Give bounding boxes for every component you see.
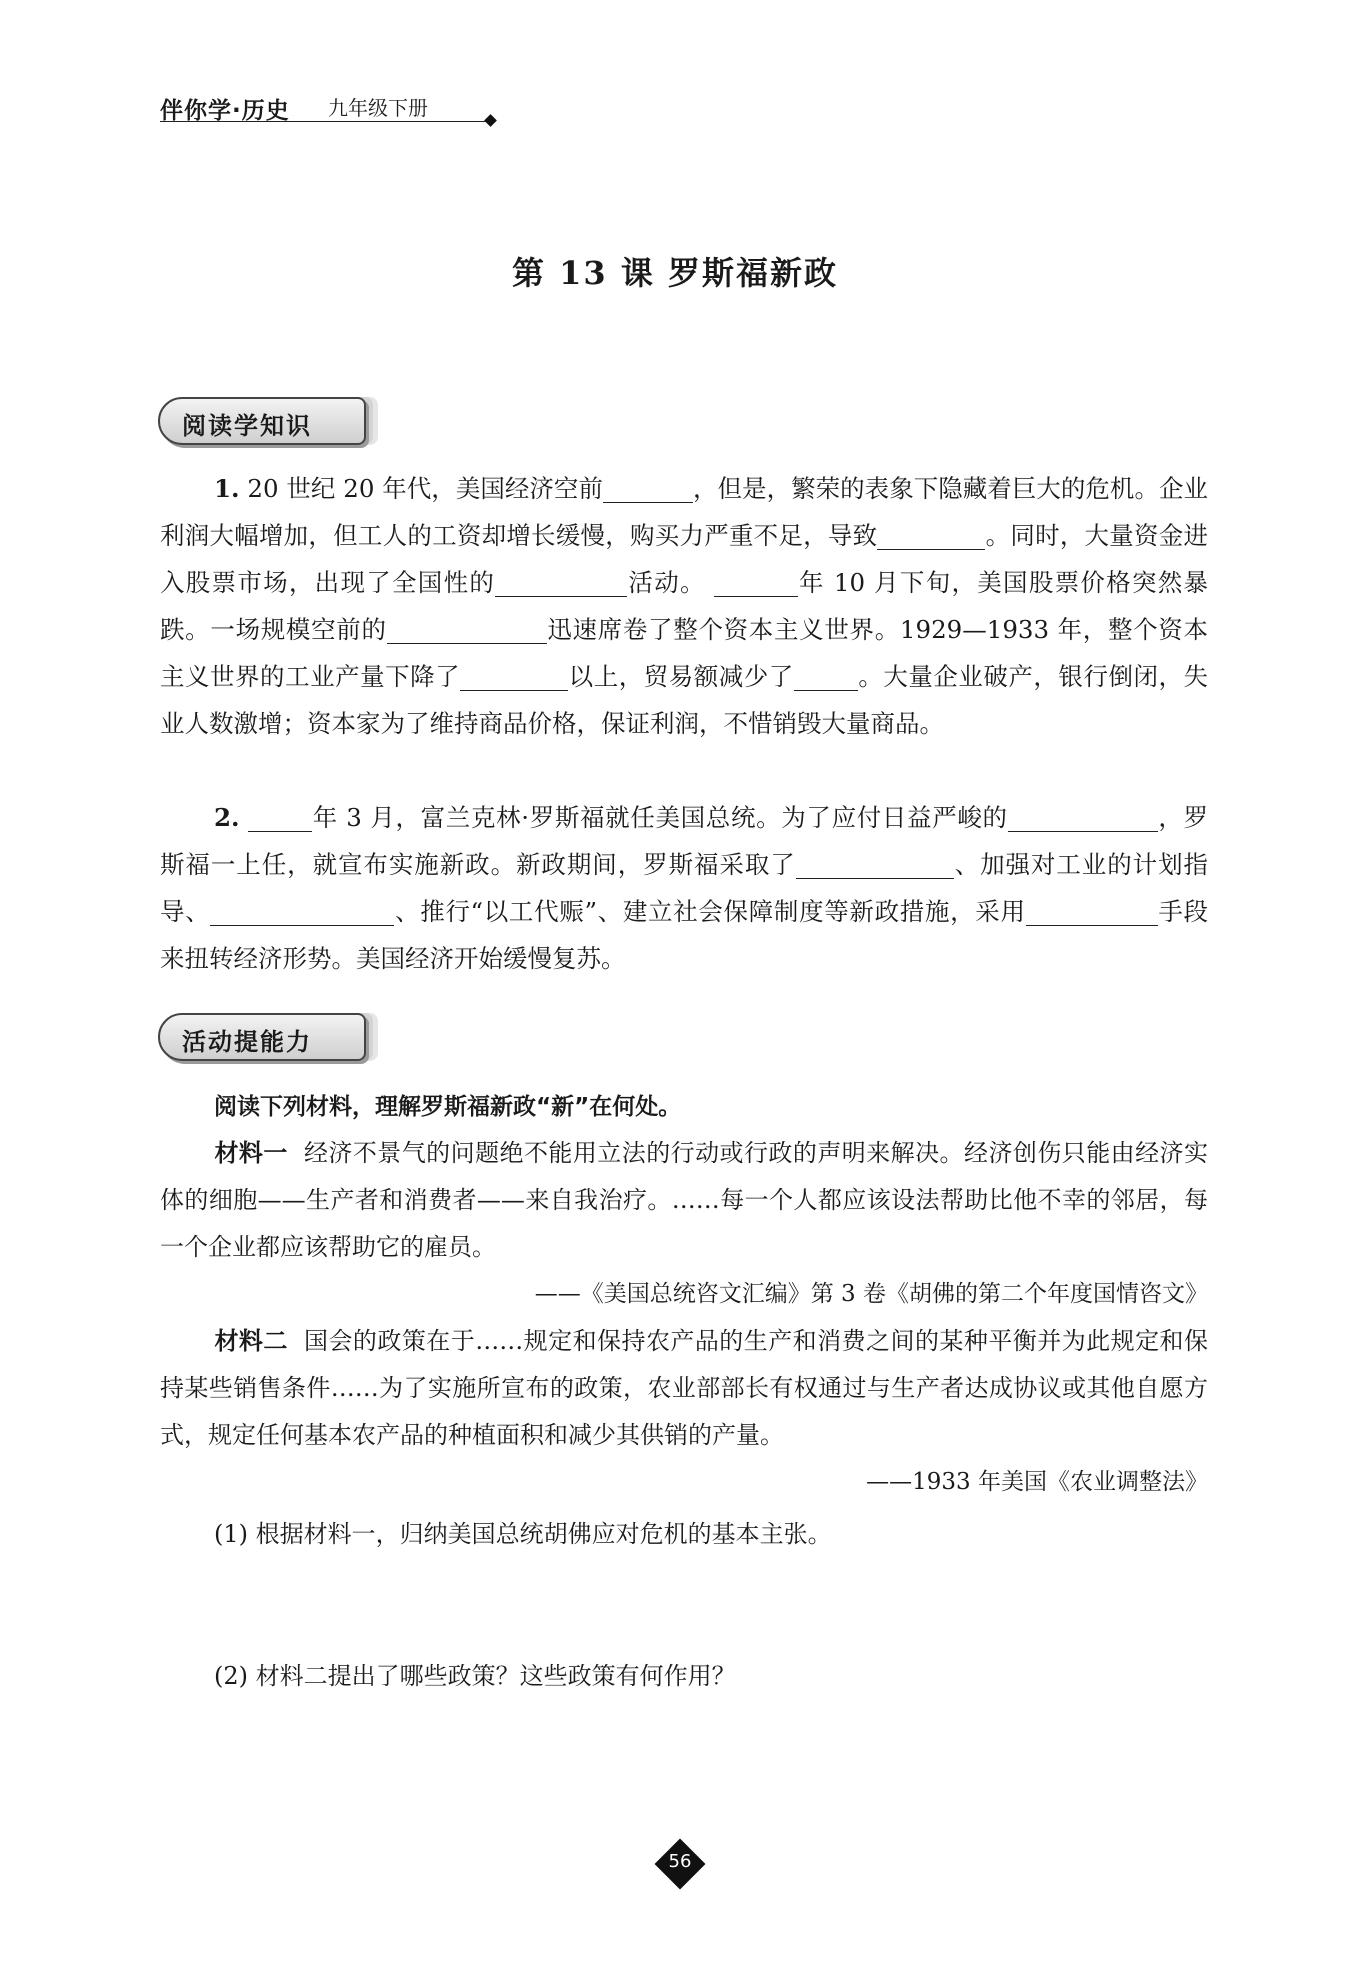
question-text: 迅速席卷了整个资本主义世界。1929—1933 年，整个资本主义世界的工业产量下降了 — [160, 615, 1208, 691]
section-tab-activity — [158, 1013, 366, 1061]
answer-blank[interactable] — [603, 475, 693, 503]
page-number-badge — [654, 1838, 706, 1890]
answer-blank[interactable] — [387, 616, 547, 644]
material-label: 材料二 — [214, 1327, 288, 1355]
answer-blank[interactable] — [1026, 898, 1158, 926]
running-header — [160, 88, 500, 128]
grade-label: 九年级下册 — [328, 96, 428, 120]
book-title: 伴你学·历史 — [160, 98, 290, 124]
answer-blank[interactable] — [714, 569, 798, 597]
material-1 — [160, 1130, 1208, 1271]
question-text: 以上，贸易额减少了 — [568, 662, 794, 691]
material-text: 经济不景气的问题绝不能用立法的行动或行政的声明来解决。经济创伤只能由经济实体的细胞——生产者和消费者——来自我治疗。……每一个人都应该设法帮助比他不幸的邻居，每一个企业都应该帮助它的雇员。 — [160, 1139, 1209, 1261]
question-1 — [160, 465, 1208, 747]
material-source: ——《美国总统咨文汇编》第 3 卷《胡佛的第二个年度国情咨文》 — [534, 1281, 1208, 1307]
answer-blank[interactable] — [495, 569, 627, 597]
question-text: 年 3 月，富兰克林·罗斯福就任美国总统。为了应付日益严峻的 — [312, 803, 1008, 832]
question-text: 、加强对工业的计划指导、 — [160, 850, 1209, 926]
material-text: 国会的政策在于……规定和保持农产品的生产和消费之间的某种平衡并为此规定和保持某些销售条件……为了实施所宣布的政策，农业部部长有权通过与生产者达成协议或其他自愿方式，规定任何基本农产品的种植面积和减少其供销的产量。 — [160, 1327, 1208, 1449]
page-number: 56 — [668, 1851, 692, 1872]
sub-question-1: (1) 根据材料一，归纳美国总统胡佛应对危机的基本主张。 — [214, 1520, 832, 1548]
material-label: 材料一 — [214, 1139, 288, 1167]
lesson-title: 第 13 课 罗斯福新政 — [512, 254, 838, 292]
answer-blank[interactable] — [1008, 804, 1158, 832]
question-text: 手段来扭转经济形势。美国经济开始缓慢复苏。 — [160, 897, 1209, 973]
question-text: ，罗斯福一上任，就宣布实施新政。新政期间，罗斯福采取了 — [160, 803, 1209, 879]
material-2 — [160, 1318, 1208, 1459]
instruction: 阅读下列材料，理解罗斯福新政“新”在何处。 — [214, 1094, 682, 1120]
answer-blank[interactable] — [248, 804, 312, 832]
answer-blank[interactable] — [877, 522, 985, 550]
section-tab-label: 活动提能力 — [182, 1028, 312, 1056]
question-text: 活动。 — [627, 568, 706, 597]
question-text: 、推行“以工代赈”、建立社会保障制度等新政措施，采用 — [394, 897, 1026, 926]
question-text: 年 10 月下旬，美国股票价格突然暴跌。一场规模空前的 — [160, 568, 1209, 644]
answer-blank[interactable] — [210, 898, 394, 926]
answer-blank[interactable] — [796, 851, 954, 879]
answer-blank[interactable] — [460, 663, 568, 691]
question-text: 。同时，大量资金进入股票市场，出现了全国性的 — [160, 521, 1209, 597]
question-text: 。大量企业破产，银行倒闭，失业人数激增；资本家为了维持商品价格，保证利润，不惜销毁大量商品。 — [160, 662, 1209, 738]
question-number: 1. — [214, 474, 240, 503]
question-2 — [160, 794, 1208, 982]
question-text: ，但是，繁荣的表象下隐藏着巨大的危机。企业利润大幅增加，但工人的工资却增长缓慢，购买力严重不足，导致 — [160, 474, 1209, 550]
sub-question-2: (2) 材料二提出了哪些政策？这些政策有何作用？ — [214, 1662, 736, 1690]
material-source: ——1933 年美国《农业调整法》 — [866, 1469, 1208, 1495]
question-text: 20 世纪 20 年代，美国经济空前 — [247, 474, 603, 503]
section-tab-label: 阅读学知识 — [182, 412, 312, 440]
header-diamond-icon — [484, 114, 497, 127]
answer-blank[interactable] — [794, 663, 858, 691]
header-rule — [160, 121, 490, 122]
section-tab-reading — [158, 397, 366, 445]
question-number: 2. — [214, 803, 240, 832]
